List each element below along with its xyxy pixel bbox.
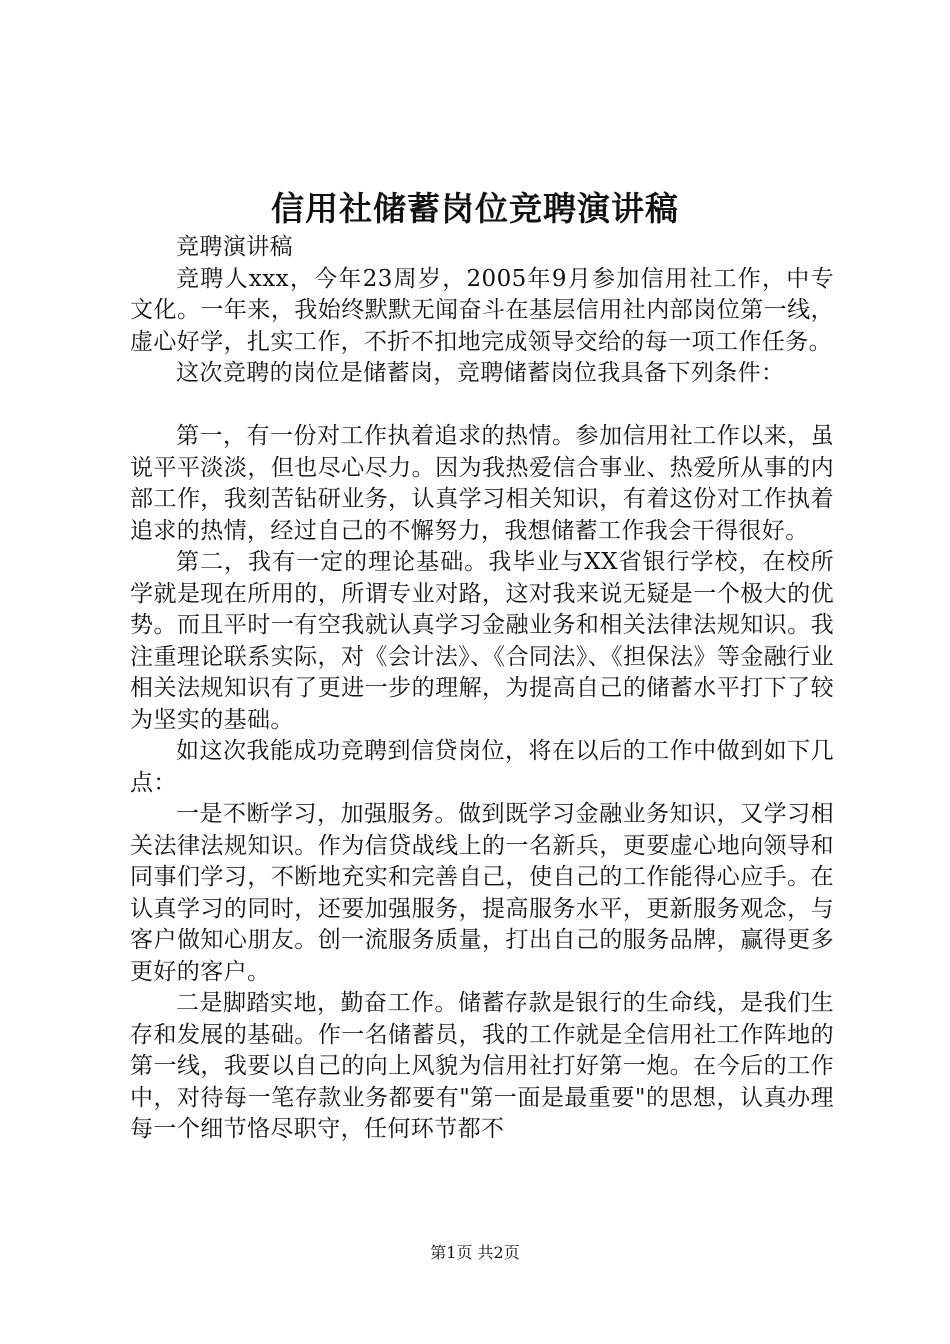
paragraph-first-condition: 第一，有一份对工作执着追求的热情。参加信用社工作以来，虽说平平淡淡，但也尽心尽力。因为我热爱信合事业、热爱所从事的内部工作，我刻苦钻研业务，认真学习相关知识，有着这份对工作执着追求的热情，经过自己的不懈努力，我想储蓄工作我会干得很好。 <box>130 423 834 544</box>
document-title: 信用社储蓄岗位竞聘演讲稿 <box>271 189 679 228</box>
paragraph-intro: 竞聘人xxx，今年23周岁，2005年9月参加信用社工作，中专文化。一年来，我始终默默无闻奋斗在基层信用社内部岗位第一线，虚心好学，扎实工作，不折不扣地完成领导交给的每一项工作任务。 <box>130 265 834 355</box>
paragraph-heading: 竞聘演讲稿 <box>176 234 293 260</box>
paragraph-second-condition: 第二，我有一定的理论基础。我毕业与XX省银行学校，在校所学就是现在所用的，所谓专业对路，这对我来说无疑是一个极大的优势。而且平时一有空我就认真学习金融业务和相关法律法规知识。我注重理论联系实际，对《会计法》、《合同法》、《担保法》等金融行业相关法规知识有了更进一步的理解，为提高自己的储蓄水平打下了较为坚实的基础。 <box>130 549 834 733</box>
paragraph-plan-lead: 如这次我能成功竞聘到信贷岗位，将在以后的工作中做到如下几点： <box>130 738 834 796</box>
paragraph-plan-one: 一是不断学习，加强服务。做到既学习金融业务知识，又学习相关法律法规知识。作为信贷战线上的一名新兵，更要虚心地向领导和同事们学习，不断地充实和完善自己，使自己的工作能得心应手。在认真学习的同时，还要加强服务，提高服务水平，更新服务观念，与客户做知心朋友。创一流服务质量，打出自己的服务品牌，赢得更多更好的客户。 <box>130 801 834 985</box>
paragraph-conditions-lead: 这次竞聘的岗位是储蓄岗，竞聘储蓄岗位我具备下列条件： <box>176 360 785 386</box>
document-body <box>130 232 834 1146</box>
page-footer: 第1页 共2页 <box>430 1243 520 1262</box>
paragraph-plan-two: 二是脚踏实地，勤奋工作。储蓄存款是银行的生命线，是我们生存和发展的基础。作一名储蓄员，我的工作就是全信用社工作阵地的第一线，我要以自己的向上风貌为信用社打好第一炮。在今后的工作中，对待每一笔存款业务都要有"第一面是最重要"的思想，认真办理每一个细节恪尽职守，任何环节都不 <box>130 990 834 1142</box>
